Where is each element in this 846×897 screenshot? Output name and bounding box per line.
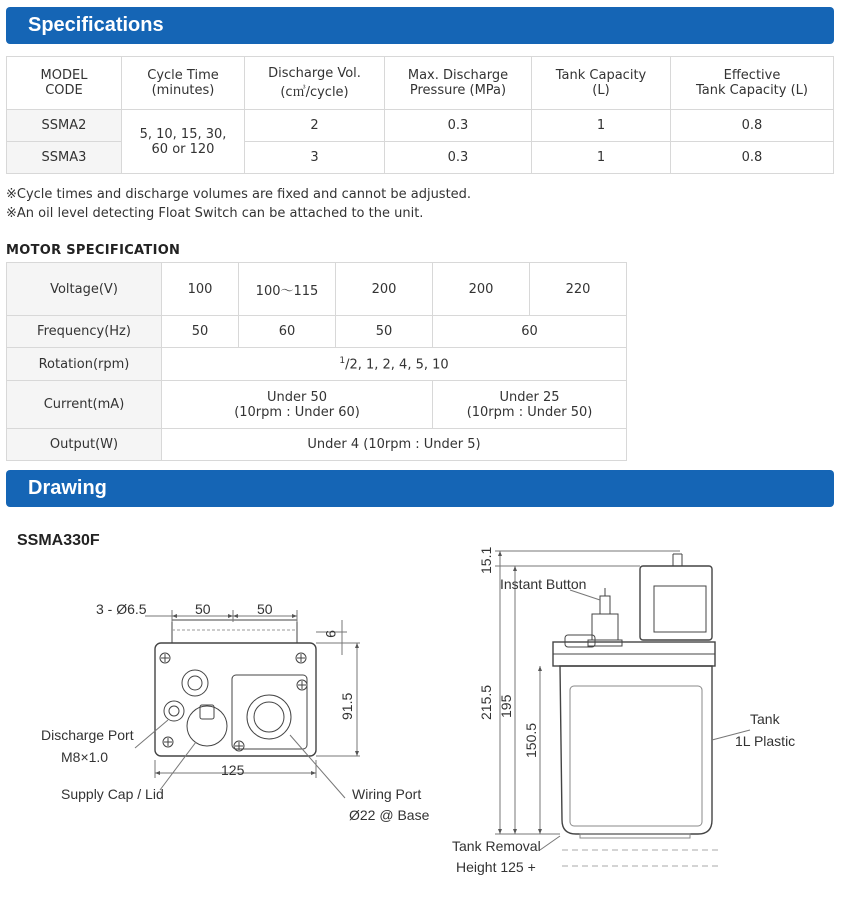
motor-box	[232, 675, 307, 749]
current-value-b: Under 25 (10rpm : Under 50)	[433, 381, 627, 429]
note-float-switch: ※An oil level detecting Float Switch can be attached to the unit.	[6, 206, 424, 221]
dim-125: 125	[221, 762, 245, 778]
header-max-discharge-pressure: Max. Discharge Pressure (MPa)	[385, 57, 532, 110]
holes-label: 3 - Ø6.5	[96, 601, 147, 617]
motor-housing	[640, 566, 712, 640]
base-plate	[155, 643, 316, 756]
instant-button-top-icon	[182, 670, 208, 696]
dim-50b: 50	[257, 601, 273, 617]
dim-150-5: 150.5	[523, 722, 539, 758]
drawing-header	[6, 470, 834, 507]
tank-label: Tank	[750, 711, 780, 727]
top-view	[135, 610, 360, 798]
voltage-value: 200	[336, 263, 433, 316]
current-value-a: Under 50 (10rpm : Under 60)	[162, 381, 433, 429]
drawing-title: Drawing	[28, 477, 107, 499]
instant-button-icon	[565, 588, 622, 647]
voltage-value: 200	[433, 263, 530, 316]
model-code-cell: SSMA2	[7, 110, 122, 142]
note-cycle-times: ※Cycle times and discharge volumes are fixed and cannot be adjusted.	[6, 187, 472, 202]
frequency-label: Frequency(Hz)	[7, 316, 162, 348]
effective-capacity-cell: 0.8	[671, 110, 834, 142]
discharge-cell: 3	[245, 142, 385, 174]
voltage-value: 100	[162, 263, 239, 316]
header-tank-capacity: Tank Capacity (L)	[532, 57, 671, 110]
wiring-port-label: Wiring Port	[352, 786, 422, 802]
frequency-value: 60	[433, 316, 627, 348]
header-discharge-vol: Discharge Vol. (c㎥/cycle)	[245, 57, 385, 110]
dim-215-5: 215.5	[478, 684, 494, 720]
frequency-value: 60	[239, 316, 336, 348]
header-effective-tank-capacity: Effective Tank Capacity (L)	[671, 57, 834, 110]
specifications-header	[6, 7, 834, 44]
dim-50a: 50	[195, 601, 211, 617]
discharge-port-label: Discharge Port	[41, 727, 134, 743]
tank-removal-height-label: Height 125 +	[456, 859, 536, 875]
pressure-cell: 0.3	[385, 110, 532, 142]
table-row	[7, 381, 627, 429]
table-row	[7, 348, 627, 381]
frequency-value: 50	[162, 316, 239, 348]
pressure-cell: 0.3	[385, 142, 532, 174]
rotation-rest: /2, 1, 2, 4, 5, 10	[345, 357, 449, 373]
instant-button-label: Instant Button	[500, 576, 587, 592]
table-row	[7, 263, 627, 316]
cycle-time-cell: 5, 10, 15, 30, 60 or 120	[122, 110, 245, 174]
tank-capacity-cell: 1	[532, 142, 671, 174]
dim-15-1: 15.1	[478, 546, 494, 574]
supply-cap-label: Supply Cap / Lid	[61, 786, 164, 802]
model-name: SSMA330F	[17, 532, 100, 549]
rotation-label: Rotation(rpm)	[7, 348, 162, 381]
motor-spec-title: MOTOR SPECIFICATION	[6, 243, 181, 258]
current-label: Current(mA)	[7, 381, 162, 429]
mounting-flange	[172, 620, 297, 643]
tank-material-label: 1L Plastic	[735, 733, 796, 749]
technical-drawing	[0, 515, 846, 897]
table-row	[7, 429, 627, 461]
wiring-size-label: Ø22 @ Base	[349, 807, 430, 823]
rotation-value	[162, 348, 627, 381]
tank-capacity-cell: 1	[532, 110, 671, 142]
frequency-value: 50	[336, 316, 433, 348]
dim-195: 195	[498, 694, 514, 718]
voltage-label: Voltage(V)	[7, 263, 162, 316]
specifications-title: Specifications	[28, 14, 164, 36]
table-row	[7, 110, 834, 142]
voltage-value: 100～115	[239, 263, 336, 316]
side-view	[495, 551, 750, 866]
output-label: Output(W)	[7, 429, 162, 461]
specifications-table	[6, 56, 834, 174]
motor-spec-table	[6, 262, 627, 461]
table-row	[7, 316, 627, 348]
model-code-cell: SSMA3	[7, 142, 122, 174]
voltage-value: 220	[530, 263, 627, 316]
dim-91-5: 91.5	[339, 692, 355, 720]
header-cycle-time: Cycle Time (minutes)	[122, 57, 245, 110]
discharge-cell: 2	[245, 110, 385, 142]
spec-header-row	[7, 57, 834, 110]
tank-body	[560, 666, 712, 834]
discharge-port-icon	[164, 701, 184, 721]
discharge-thread-label: M8×1.0	[61, 749, 109, 765]
header-model-code: MODEL CODE	[7, 57, 122, 110]
tank-removal-label: Tank Removal	[452, 838, 541, 854]
output-value: Under 4 (10rpm : Under 5)	[162, 429, 627, 461]
dim-9: 9	[323, 630, 339, 638]
supply-cap-icon	[187, 706, 227, 746]
rotation-numerator: 1	[339, 355, 346, 366]
effective-capacity-cell: 0.8	[671, 142, 834, 174]
